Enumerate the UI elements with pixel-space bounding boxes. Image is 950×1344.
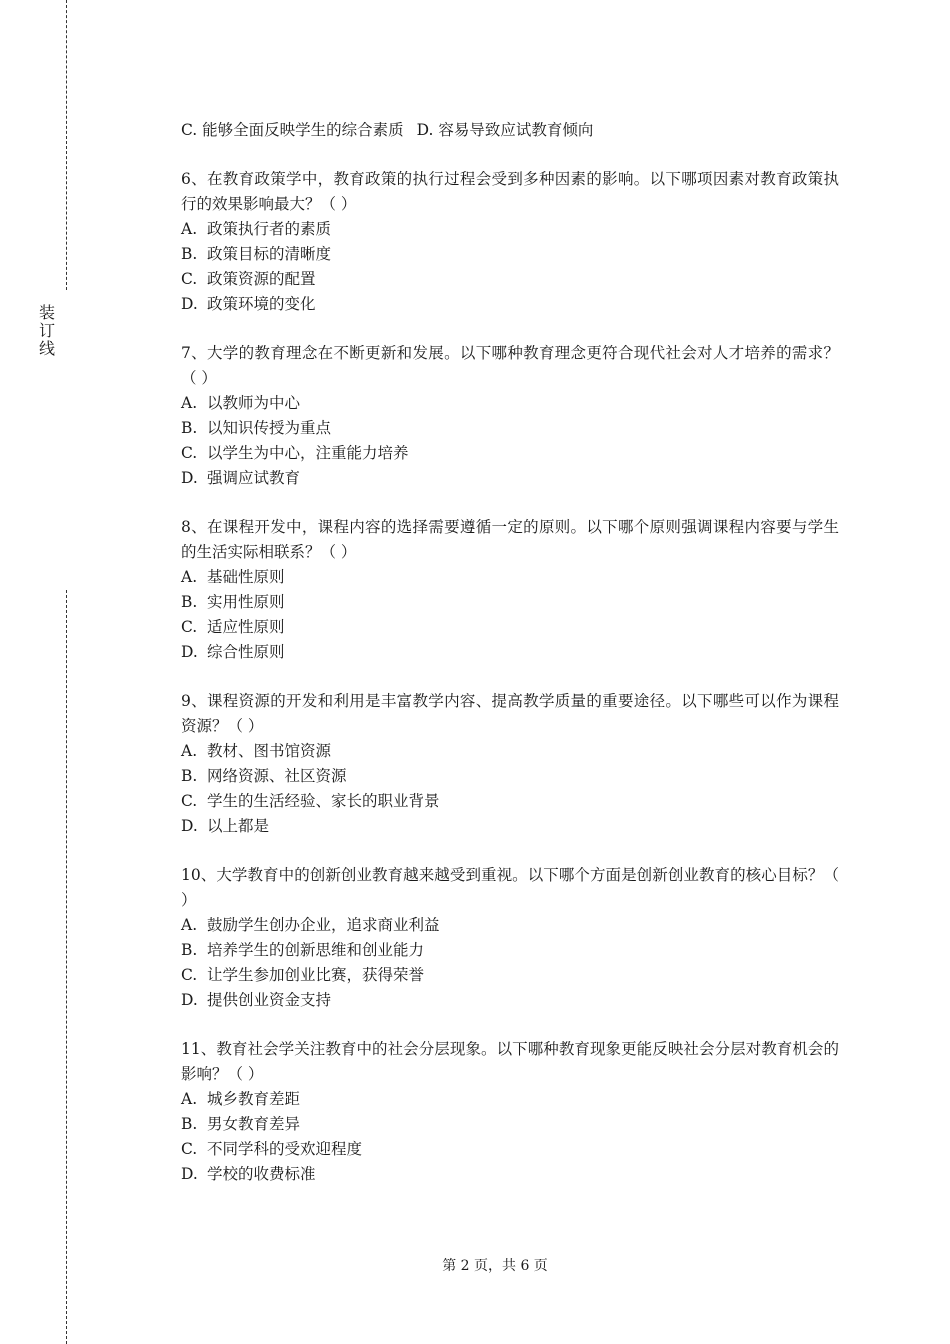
binding-label-char: 订 bbox=[38, 321, 55, 340]
option-letter: C. bbox=[181, 1140, 198, 1158]
option-a bbox=[181, 217, 841, 242]
binding-label bbox=[37, 304, 57, 358]
option-text: 容易导致应试教育倾向 bbox=[438, 121, 594, 139]
option-text: 学生的生活经验、家长的职业背景 bbox=[207, 792, 440, 810]
option-d bbox=[181, 466, 841, 491]
option-letter: C. bbox=[181, 444, 198, 462]
option-letter: D. bbox=[181, 469, 198, 487]
option-text: 不同学科的受欢迎程度 bbox=[207, 1140, 363, 1158]
option-c bbox=[181, 963, 841, 988]
option-text: 学校的收费标准 bbox=[207, 1165, 316, 1183]
option-c bbox=[181, 267, 841, 292]
question-stem: 6、在教育政策学中，教育政策的执行过程会受到多种因素的影响。以下哪项因素对教育政策执行的效果影响最大？（ ） bbox=[181, 170, 839, 213]
option-d bbox=[181, 292, 841, 317]
option-letter: A. bbox=[181, 220, 198, 238]
option-letter: C. bbox=[181, 270, 198, 288]
option-text: 基础性原则 bbox=[207, 568, 285, 586]
binding-label-char: 装 bbox=[38, 303, 55, 322]
question-11 bbox=[181, 1037, 841, 1187]
continued-options-line bbox=[181, 118, 841, 143]
option-letter: B. bbox=[181, 1115, 198, 1133]
option-text: 提供创业资金支持 bbox=[207, 991, 332, 1009]
option-c bbox=[181, 615, 841, 640]
option-text: 能够全面反映学生的综合素质 bbox=[202, 121, 404, 139]
option-text: 培养学生的创新思维和创业能力 bbox=[207, 941, 425, 959]
question-stem: 8、在课程开发中，课程内容的选择需要遵循一定的原则。以下哪个原则强调课程内容要与学生的生活实际相联系？（ ） bbox=[181, 518, 839, 561]
option-letter: C. bbox=[181, 618, 198, 636]
option-a bbox=[181, 739, 841, 764]
option-text: 强调应试教育 bbox=[207, 469, 301, 487]
question-8 bbox=[181, 515, 841, 665]
option-text: 以教师为中心 bbox=[207, 394, 301, 412]
option-text: 综合性原则 bbox=[207, 643, 285, 661]
option-letter: A. bbox=[181, 916, 198, 934]
option-letter: C. bbox=[181, 792, 198, 810]
option-text: 城乡教育差距 bbox=[207, 1090, 301, 1108]
option-text: 鼓励学生创办企业，追求商业利益 bbox=[207, 916, 440, 934]
option-b bbox=[181, 590, 841, 615]
option-b bbox=[181, 416, 841, 441]
option-text: 以上都是 bbox=[207, 817, 270, 835]
option-b bbox=[181, 938, 841, 963]
option-text: 以学生为中心，注重能力培养 bbox=[207, 444, 409, 462]
binding-dashed-line-top bbox=[66, 0, 67, 290]
option-letter: D. bbox=[416, 121, 434, 139]
option-text: 政策环境的变化 bbox=[207, 295, 316, 313]
question-stem: 10、大学教育中的创新创业教育越来越受到重视。以下哪个方面是创新创业教育的核心目标？（ ） bbox=[181, 866, 839, 909]
question-stem: 9、课程资源的开发和利用是丰富教学内容、提高教学质量的重要途径。以下哪些可以作为课程资源？（ ） bbox=[181, 692, 839, 735]
option-text: 网络资源、社区资源 bbox=[207, 767, 347, 785]
option-d bbox=[181, 640, 841, 665]
option-letter: A. bbox=[181, 1090, 198, 1108]
option-d bbox=[181, 1162, 841, 1187]
binding-label-char: 线 bbox=[38, 339, 55, 358]
option-letter: D. bbox=[181, 643, 198, 661]
question-6 bbox=[181, 167, 841, 317]
question-content bbox=[181, 118, 841, 1211]
option-text: 以知识传授为重点 bbox=[207, 419, 332, 437]
option-letter: D. bbox=[181, 817, 198, 835]
option-letter: D. bbox=[181, 295, 198, 313]
option-a bbox=[181, 391, 841, 416]
option-text: 男女教育差异 bbox=[207, 1115, 301, 1133]
option-d bbox=[181, 814, 841, 839]
option-text: 政策资源的配置 bbox=[207, 270, 316, 288]
question-9 bbox=[181, 689, 841, 839]
option-a bbox=[181, 565, 841, 590]
option-c bbox=[181, 1137, 841, 1162]
option-d bbox=[181, 988, 841, 1013]
option-letter: A. bbox=[181, 394, 198, 412]
option-letter: B. bbox=[181, 419, 198, 437]
option-letter: B. bbox=[181, 245, 198, 263]
option-c bbox=[181, 789, 841, 814]
option-letter: B. bbox=[181, 941, 198, 959]
option-a bbox=[181, 913, 841, 938]
question-stem: 11、教育社会学关注教育中的社会分层现象。以下哪种教育现象更能反映社会分层对教育机会的影响？（ ） bbox=[181, 1040, 839, 1083]
option-b bbox=[181, 242, 841, 267]
option-c bbox=[181, 441, 841, 466]
option-text: 政策执行者的素质 bbox=[207, 220, 332, 238]
question-stem: 7、大学的教育理念在不断更新和发展。以下哪种教育理念更符合现代社会对人才培养的需求？（ ） bbox=[181, 344, 839, 387]
option-letter: C. bbox=[181, 121, 198, 139]
option-letter: A. bbox=[181, 568, 198, 586]
option-letter: B. bbox=[181, 767, 198, 785]
option-text: 教材、图书馆资源 bbox=[207, 742, 332, 760]
option-text: 实用性原则 bbox=[207, 593, 285, 611]
option-letter: D. bbox=[181, 991, 198, 1009]
option-a bbox=[181, 1087, 841, 1112]
option-letter: B. bbox=[181, 593, 198, 611]
option-b bbox=[181, 1112, 841, 1137]
option-text: 政策目标的清晰度 bbox=[207, 245, 332, 263]
option-b bbox=[181, 764, 841, 789]
question-7 bbox=[181, 341, 841, 491]
option-letter: D. bbox=[181, 1165, 198, 1183]
option-text: 让学生参加创业比赛，获得荣誉 bbox=[207, 966, 425, 984]
option-letter: A. bbox=[181, 742, 198, 760]
option-letter: C. bbox=[181, 966, 198, 984]
binding-dashed-line-bottom bbox=[66, 590, 67, 1344]
page-number-footer: 第 2 页，共 6 页 bbox=[442, 1258, 548, 1274]
option-text: 适应性原则 bbox=[207, 618, 285, 636]
question-10 bbox=[181, 863, 841, 1013]
